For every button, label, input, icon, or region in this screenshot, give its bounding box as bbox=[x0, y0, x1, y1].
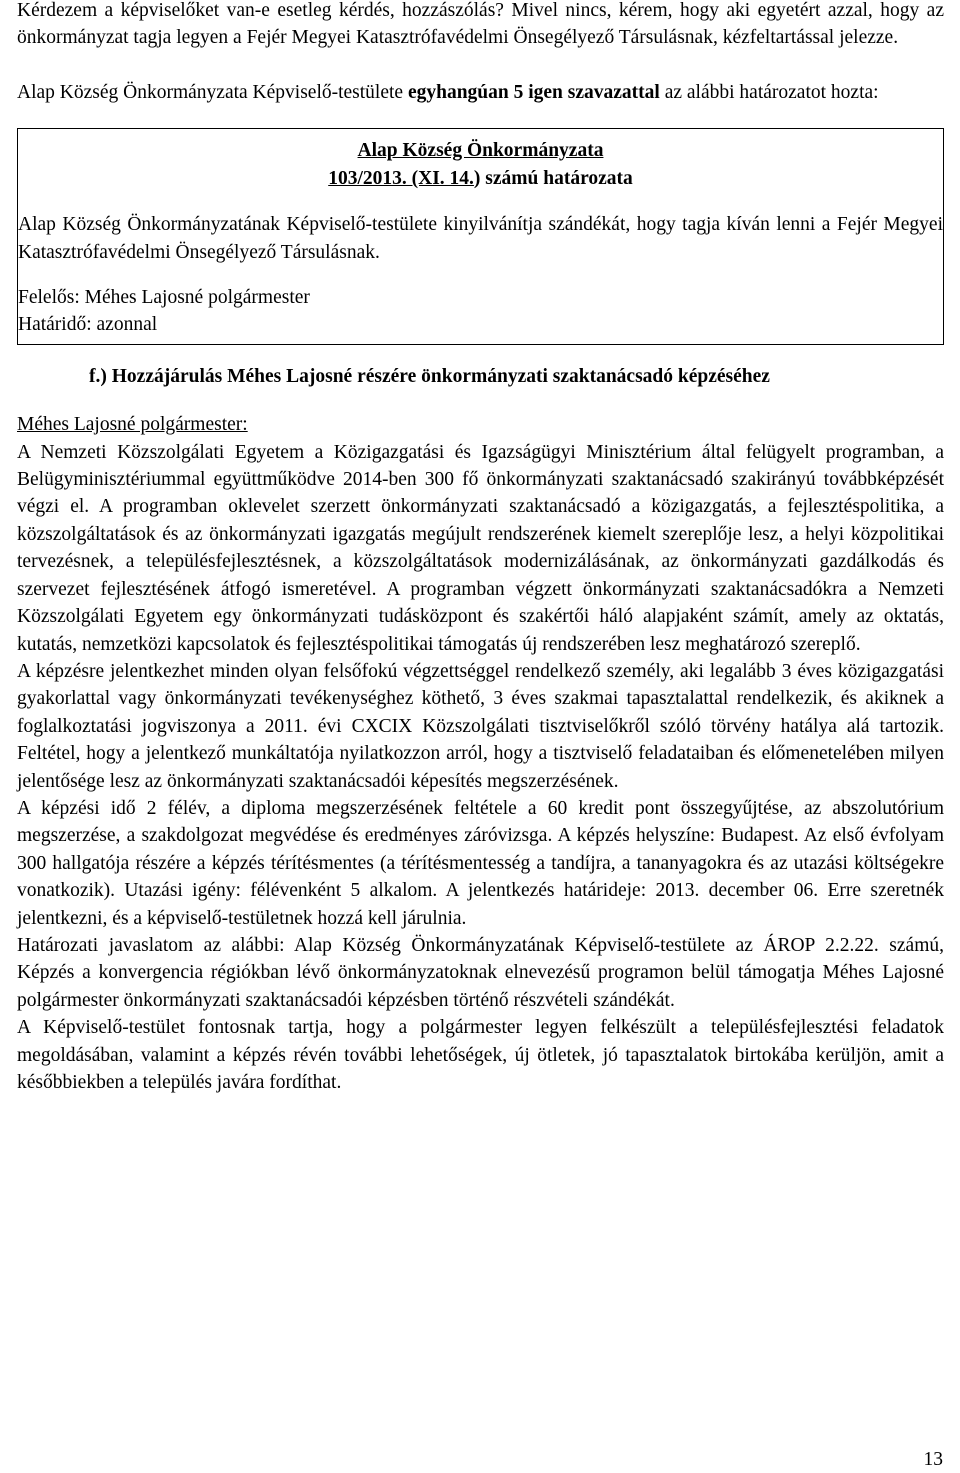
body-paragraph-1: A Nemzeti Közszolgálati Egyetem a Közigazgatási és Igazságügyi Minisztérium által felügyelt programban, a Belügyminisztériummal együttműködve 2014-ben 300 fő önkormányzati szaktanácsadó szakirányú továbbképzését végzi el. A programban oklevelet szerzett önkormányzati szaktanácsadó a közigazgatás, a fejlesztéspolitika, a közszolgáltatások és az önkormányzati igazgatás megújult rendszerének kiemelt szereplője lesz, a helyi közpolitikai tervezésnek, a településfejlesztésnek, a közszolgáltatások modernizálásának, az önkormányzati gazdálkodás és szervezet fejlesztésének átfogó ismeretével. A programban végzett önkormányzati szaktanácsadókra a Nemzeti Közszolgálati Egyetem egy önkormányzati tudásközpont és szakértői háló alapjaként számít, amely az oktatás, kutatás, nemzetközi kapcsolatok és fejlesztéspolitikai támogatás új rendszerében lesz meghatározó szereplő. bbox=[17, 441, 944, 655]
resolution-number-suffix: ) számú határozata bbox=[473, 168, 633, 190]
resolution-responsible: Felelős: Méhes Lajosné polgármester bbox=[18, 287, 310, 309]
resolution-number bbox=[18, 165, 943, 193]
vote-prefix: Alap Község Önkormányzata Képviselő-testülete bbox=[17, 81, 408, 103]
vote-result: egyhangúan 5 igen szavazattal bbox=[407, 81, 660, 103]
body-paragraph-2: A képzésre jelentkezhet minden olyan felsőfokú végzettséggel rendelkező személy, aki legalább 3 éves közigazgatási gyakorlattal vagy önkormányzati tevékenységhez köthető, 3 éves szakmai tapasztalattal rendelkezik, és akiknek a foglalkoztatási jogviszonya a 2011. évi CXCIX Közszolgálati tisztviselőkről szóló törvény hatálya alá tartozik. Feltétel, hogy a jelentkező munkáltatója nyilatkozzon arról, hogy a tisztviselő feladataiban és előmenetelében milyen jelentősége lesz az önkormányzati szaktanácsadói képesítés megszerzésének. bbox=[17, 660, 944, 792]
speaker-label: Méhes Lajosné polgármester: bbox=[17, 414, 248, 436]
document-page bbox=[17, 0, 944, 1096]
body-paragraph-5: A Képviselő-testület fontosnak tartja, hogy a polgármester legyen felkészült a településfejlesztési feladatok megoldásában, valamint a képzés révén további lehetőségek, új ötletek, jó tapasztalatok birtokába kerüljön, amit a későbbiekben a település javára fordíthat. bbox=[17, 1017, 944, 1093]
vote-paragraph bbox=[17, 79, 944, 106]
section-f-heading bbox=[89, 363, 944, 390]
resolution-box bbox=[17, 128, 944, 345]
body-paragraph-3: A képzési idő 2 félév, a diploma megszerzésének feltétele a 60 kredit pont összegyűjtése, az abszolutórium megszerzése, a szakdolgozat megvédése és eredményes záróvizsga. A képzés helyszíne: Budapest. Az első évfolyam 300 hallgatója részére a képzés térítésmentes (a térítésmentesség a tandíjra, a tananyagokra és az utazási költségekre vonatkozik). Utazási igény: félévenként 5 alkalom. A jelentkezés határideje: 2013. december 06. Erre szeretnék jelentkezni, és a képviselő-testületnek hozzá kell járulnia. bbox=[17, 797, 944, 929]
vote-suffix: az alábbi határozatot hozta: bbox=[659, 81, 879, 103]
resolution-text: Alap Község Önkormányzatának Képviselő-testülete kinyilvánítja szándékát, hogy tagja kíván lenni a Fejér Megyei Katasztrófavédelmi Önsegélyező Társulásnak. bbox=[18, 214, 943, 263]
section-f-title bbox=[89, 363, 944, 390]
page-number: 13 bbox=[923, 1449, 943, 1470]
intro-paragraph: Kérdezem a képviselőket van-e esetleg kérdés, hozzászólás? Mivel nincs, kérem, hogy aki egyetért azzal, hogy az önkormányzat tagja legyen a Fejér Megyei Katasztrófavédelmi Önsegélyező Társulásnak, kézfeltartással jelezze. bbox=[17, 0, 944, 49]
section-f-label: f.) bbox=[89, 365, 107, 387]
body-paragraph-4: Határozati javaslatom az alábbi: Alap Község Önkormányzatának Képviselő-testülete az ÁROP 2.2.22. számú, Képzés a konvergencia régiókban lévő önkormányzatoknak elnevezésű programon belül támogatja Méhes Lajosné polgármester önkormányzati szaktanácsadói képzésben történő részvételi szándékát. bbox=[17, 934, 944, 1011]
resolution-number-date: 103/2013. (XI. 14. bbox=[328, 168, 474, 190]
section-f-text: Hozzájárulás Méhes Lajosné részére önkormányzati szaktanácsadó képzéséhez bbox=[111, 365, 770, 387]
resolution-deadline: Határidő: azonnal bbox=[18, 314, 158, 336]
resolution-title: Alap Község Önkormányzata bbox=[357, 140, 604, 162]
